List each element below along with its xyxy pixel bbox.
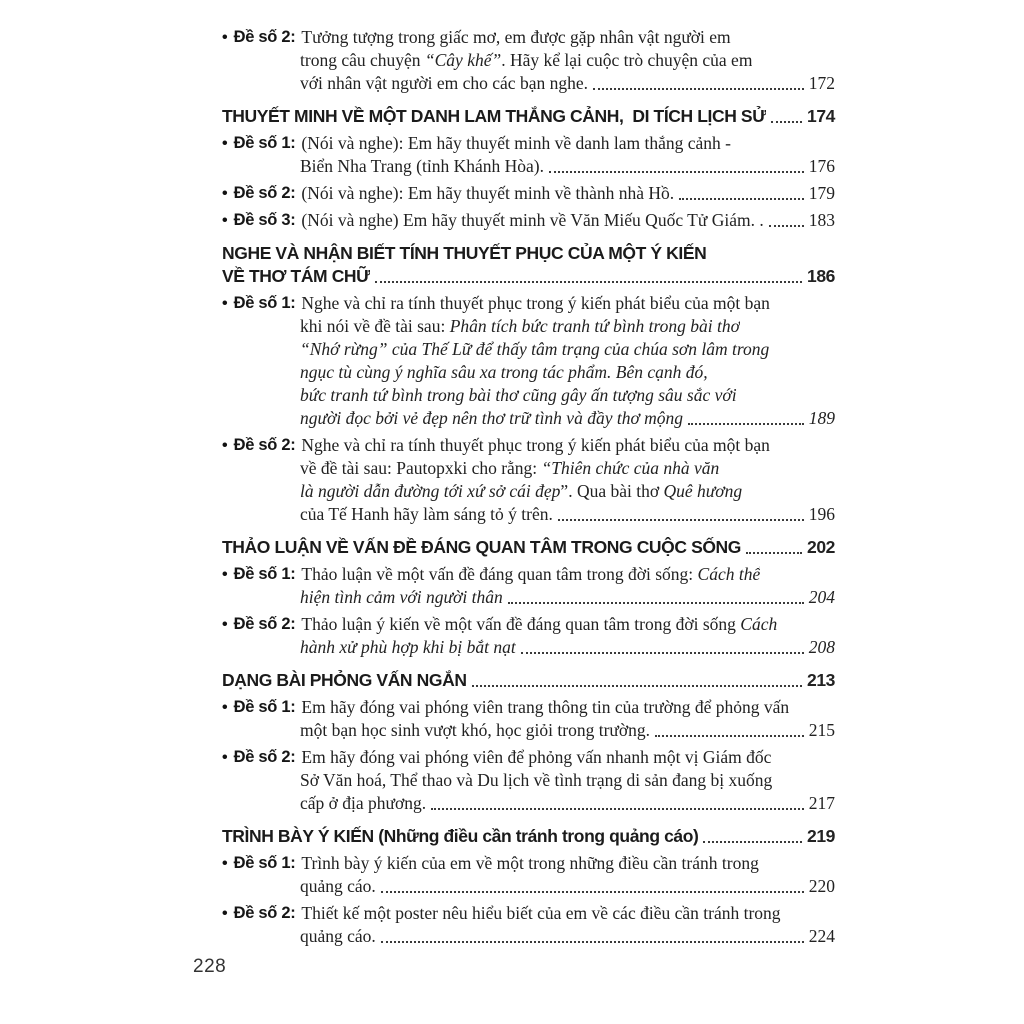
toc-text: với nhân vật người em cho các bạn nghe.: [300, 73, 588, 93]
dot-leader: [679, 198, 804, 200]
toc-text: Thảo luận ý kiến về một vấn đề đáng quan tâm trong đời sống Cách: [301, 614, 778, 634]
toc-text: Tưởng tượng trong giấc mơ, em được gặp nhân vật người em: [301, 27, 731, 47]
dot-leader: [688, 423, 804, 425]
bullet-icon: •: [222, 135, 228, 152]
toc-entry-line: [222, 72, 835, 95]
dot-leader: [472, 685, 802, 687]
toc-entry-line: [222, 696, 835, 719]
toc-text: Thảo luận về một vấn đề đáng quan tâm trong đời sống: Cách thể: [301, 564, 761, 584]
entry-label: Đề số 2:: [233, 28, 296, 46]
toc-text: là người dẫn đường tới xứ sở cái đẹp”. Qua bài thơ Quê hương: [300, 481, 743, 501]
toc-text: hành xử phù hợp khi bị bắt nạt: [300, 637, 516, 657]
page-number: 176: [808, 156, 835, 176]
toc-text: THẢO LUẬN VỀ VẤN ĐỀ ĐÁNG QUAN TÂM TRONG CUỘC SỐNG: [222, 537, 742, 557]
footer-page-number: 228: [193, 956, 227, 977]
toc-text: bức tranh tứ bình trong bài thơ cũng gây ấn tượng sâu sắc với: [300, 385, 737, 405]
page-number: 208: [808, 637, 835, 657]
bullet-icon: •: [222, 437, 228, 454]
toc-entry-line: [222, 338, 835, 361]
toc-text: (Nói và nghe): Em hãy thuyết minh về danh lam thắng cảnh -: [301, 133, 732, 153]
dot-leader: [549, 171, 804, 173]
bullet-icon: •: [222, 566, 228, 583]
toc-text: ngục tù cùng ý nghĩa sâu xa trong tác phẩm. Bên cạnh đó,: [300, 362, 708, 382]
toc-entry-line: [222, 182, 835, 205]
toc-text: (Nói và nghe) Em hãy thuyết minh về Văn Miếu Quốc Tử Giám. .: [301, 210, 764, 230]
page-number: 220: [808, 876, 835, 896]
page-number: 204: [808, 587, 835, 607]
page-number: 174: [807, 106, 835, 126]
bullet-icon: •: [222, 855, 228, 872]
bullet-icon: •: [222, 616, 228, 633]
toc-text: Trình bày ý kiến của em về một trong những điều cần tránh trong: [301, 853, 759, 873]
toc-heading-line: [222, 265, 835, 288]
toc-text: Sở Văn hoá, Thể thao và Du lịch về tình trạng di sản đang bị xuống: [300, 770, 773, 790]
entry-label: Đề số 1:: [233, 294, 296, 312]
toc-text: Thiết kế một poster nêu hiểu biết của em về các điều cần tránh trong: [301, 903, 781, 923]
toc-entry-line: [222, 875, 835, 898]
dot-leader: [431, 808, 804, 810]
dot-leader: [593, 88, 804, 90]
dot-leader: [771, 121, 802, 123]
bullet-icon: •: [222, 295, 228, 312]
entry-label: Đề số 2:: [233, 748, 296, 766]
toc-text: quảng cáo.: [300, 876, 376, 896]
toc-text: NGHE VÀ NHẬN BIẾT TÍNH THUYẾT PHỤC CỦA MỘT Ý KIẾN: [222, 243, 707, 263]
page-number: 186: [807, 266, 835, 286]
dot-leader: [655, 735, 804, 737]
dot-leader: [381, 891, 804, 893]
dot-leader: [703, 841, 802, 843]
bullet-icon: •: [222, 212, 228, 229]
toc-entry-line: [222, 361, 835, 384]
toc-entry-line: [222, 746, 835, 769]
toc-text: Nghe và chỉ ra tính thuyết phục trong ý kiến phát biểu của một bạn: [301, 293, 770, 313]
toc-entry-line: [222, 384, 835, 407]
toc-text: Biển Nha Trang (tỉnh Khánh Hòa).: [300, 156, 545, 176]
toc-entry-line: [222, 407, 835, 430]
entry-label: Đề số 1:: [233, 565, 296, 583]
dot-leader: [375, 281, 802, 283]
page-number: 172: [808, 73, 835, 93]
toc-text: Em hãy đóng vai phóng viên trang thông tin của trường để phỏng vấn: [301, 697, 790, 717]
toc-entry-line: [222, 434, 835, 457]
toc-entry-line: [222, 480, 835, 503]
toc-entry-line: [222, 852, 835, 875]
toc-entry-line: [222, 209, 835, 232]
toc-entry-line: [222, 636, 835, 659]
toc-text: hiện tình cảm với người thân: [300, 587, 503, 607]
entry-label: Đề số 2:: [233, 615, 296, 633]
page-number: 179: [808, 183, 835, 203]
toc-entry-line: [222, 769, 835, 792]
toc-heading-line: [222, 669, 835, 692]
toc-entry-line: [222, 563, 835, 586]
toc-text: của Tế Hanh hãy làm sáng tỏ ý trên.: [300, 504, 553, 524]
toc-text: TRÌNH BÀY Ý KIẾN (Những điều cần tránh trong quảng cáo): [222, 826, 699, 846]
toc-text: người đọc bởi vẻ đẹp nên thơ trữ tình và đầy thơ mộng: [300, 408, 684, 428]
dot-leader: [558, 519, 804, 521]
toc-entry-line: [222, 792, 835, 815]
toc-entry-line: [222, 132, 835, 155]
toc-text: quảng cáo.: [300, 926, 376, 946]
dot-leader: [381, 941, 804, 943]
bullet-icon: •: [222, 29, 228, 46]
entry-label: Đề số 2:: [233, 436, 296, 454]
toc-entry-line: [222, 925, 835, 948]
page-number: 215: [808, 720, 835, 740]
page-number: 196: [808, 504, 835, 524]
toc-text: Em hãy đóng vai phóng viên để phỏng vấn nhanh một vị Giám đốc: [301, 747, 772, 767]
toc-entry-line: [222, 49, 835, 72]
page-number: 202: [807, 537, 835, 557]
toc-entry-line: [222, 586, 835, 609]
toc-text: VỀ THƠ TÁM CHỮ: [222, 266, 371, 286]
toc-text: “Nhớ rừng” của Thế Lữ để thấy tâm trạng của chúa sơn lâm trong: [300, 339, 770, 359]
page-number: 183: [808, 210, 835, 230]
toc-entry-line: [222, 457, 835, 480]
toc-text: THUYẾT MINH VỀ MỘT DANH LAM THẮNG CẢNH, DI TÍCH LỊCH SỬ: [222, 106, 767, 126]
toc-text: một bạn học sinh vượt khó, học giỏi trong trường.: [300, 720, 651, 740]
entry-label: Đề số 1:: [233, 698, 296, 716]
dot-leader: [769, 225, 804, 227]
dot-leader: [508, 602, 804, 604]
toc-entry-line: [222, 26, 835, 49]
bullet-icon: •: [222, 699, 228, 716]
toc-entry-line: [222, 503, 835, 526]
entry-label: Đề số 1:: [233, 134, 296, 152]
bullet-icon: •: [222, 749, 228, 766]
toc-entry-line: [222, 719, 835, 742]
page-number: 219: [807, 826, 835, 846]
toc-entry-line: [222, 613, 835, 636]
toc-text: cấp ở địa phương.: [300, 793, 427, 813]
toc-text: trong câu chuyện “Cây khế”. Hãy kể lại cuộc trò chuyện của em: [300, 50, 753, 70]
toc-heading-line: [222, 536, 835, 559]
page-number: 213: [807, 670, 835, 690]
toc-heading-line: [222, 105, 835, 128]
page-number: 189: [808, 408, 835, 428]
toc-heading-line: [222, 242, 835, 265]
toc-entry-line: [222, 315, 835, 338]
entry-label: Đề số 2:: [233, 184, 296, 202]
toc-text: DẠNG BÀI PHỎNG VẤN NGẮN: [222, 670, 467, 690]
bullet-icon: •: [222, 185, 228, 202]
toc-text: Nghe và chỉ ra tính thuyết phục trong ý kiến phát biểu của một bạn: [301, 435, 770, 455]
page-number: 217: [808, 793, 835, 813]
entry-label: Đề số 2:: [233, 904, 296, 922]
toc-text: khi nói về đề tài sau: Phân tích bức tranh tứ bình trong bài thơ: [300, 316, 740, 336]
toc-text: về đề tài sau: Pautopxki cho rằng: “Thiên chức của nhà văn: [300, 458, 720, 478]
table-of-contents: [222, 22, 835, 948]
dot-leader: [521, 652, 804, 654]
entry-label: Đề số 3:: [233, 211, 296, 229]
toc-entry-line: [222, 902, 835, 925]
dot-leader: [746, 552, 802, 554]
toc-entry-line: [222, 155, 835, 178]
toc-heading-line: [222, 825, 835, 848]
toc-text: (Nói và nghe): Em hãy thuyết minh về thành nhà Hồ.: [301, 183, 675, 203]
page-number: 224: [808, 926, 835, 946]
entry-label: Đề số 1:: [233, 854, 296, 872]
bullet-icon: •: [222, 905, 228, 922]
toc-entry-line: [222, 292, 835, 315]
